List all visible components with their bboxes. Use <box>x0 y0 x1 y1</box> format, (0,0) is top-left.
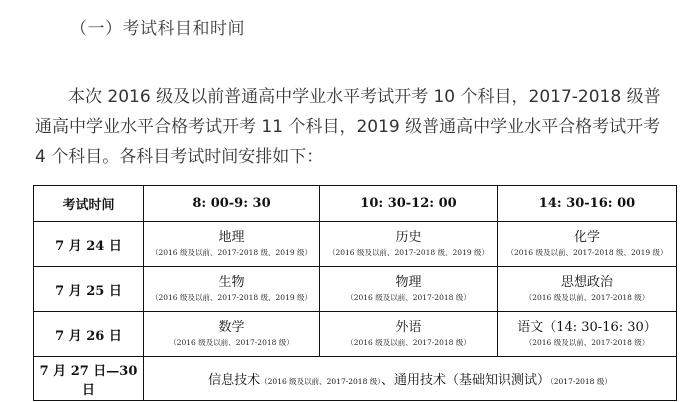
subject-name: 外语 <box>395 319 422 335</box>
header-slot-morning-2: 10: 30-12: 00 <box>320 186 498 222</box>
subject-name: 物理 <box>395 274 422 290</box>
paragraph-line-1: 本次 2016 级及以前普通高中学业水平考试开考 10 个科目，2017-2018 级普 <box>68 87 661 107</box>
schedule-cell <box>498 312 677 357</box>
subject-name: 语文（14: 30-16: 30） <box>517 319 657 335</box>
schedule-cell <box>498 267 677 312</box>
section-heading: （一）考试科目和时间 <box>70 19 245 39</box>
subject-name: 通用技术（基础知识测试） <box>393 373 550 388</box>
grade-note: （2016 级及以前、2017-2018 级） <box>346 337 471 347</box>
row-date: 7 月 27 日—30 日 <box>34 357 144 401</box>
grade-note: （2016 级及以前、2017-2018 级、2019 级） <box>150 247 313 257</box>
table-row <box>34 312 677 357</box>
subject-name: 历史 <box>395 229 422 245</box>
row-date: 7 月 25 日 <box>34 267 144 312</box>
separator: 、 <box>380 373 394 388</box>
grade-note: （2016 级及以前、2017-2018 级） <box>524 292 650 302</box>
schedule-cell <box>320 267 498 312</box>
subject-name: 化学 <box>573 229 600 245</box>
grade-note: （2016 级及以前、2017-2018 级） <box>524 337 650 347</box>
schedule-cell <box>320 222 498 267</box>
table-header-row <box>34 186 677 222</box>
grade-note: （2017-2018 级） <box>550 377 612 386</box>
subject-name: 信息技术 <box>208 373 261 388</box>
table-row <box>34 222 677 267</box>
subject-name: 数学 <box>218 319 245 335</box>
combined-subjects <box>208 373 612 388</box>
grade-note: （2016 级及以前、2017-2018 级） <box>169 337 294 347</box>
grade-note: （2016 级及以前、2017-2018 级、2019 级） <box>327 247 490 257</box>
intro-paragraph <box>35 82 695 172</box>
grade-note: （2016 级及以前、2017-2018 级） <box>346 292 471 302</box>
schedule-cell <box>320 312 498 357</box>
exam-schedule-table <box>33 185 677 401</box>
subject-name: 地理 <box>218 229 245 245</box>
subject-name: 生物 <box>218 274 245 290</box>
paragraph-line-2: 通高中学业水平合格考试开考 11 个科目，2019 级普通高中学业水平合格考试开考 <box>35 117 661 137</box>
row-date: 7 月 26 日 <box>34 312 144 357</box>
grade-note: （2016 级及以前、2017-2018 级、2019 级） <box>150 292 313 302</box>
grade-note: （2016 级及以前、2017-2018 级） <box>260 377 381 386</box>
subject-name: 思想政治 <box>560 274 613 290</box>
schedule-cell <box>144 222 320 267</box>
table-row-last <box>34 357 677 401</box>
grade-note: （2016 级及以前、2017-2018 级、2019 级） <box>506 247 668 257</box>
header-exam-time: 考试时间 <box>34 186 144 222</box>
schedule-cell <box>144 312 320 357</box>
table-row <box>34 267 677 312</box>
row-date: 7 月 24 日 <box>34 222 144 267</box>
combined-schedule-cell <box>144 357 677 401</box>
schedule-cell <box>498 222 677 267</box>
schedule-cell <box>144 267 320 312</box>
paragraph-line-3: 4 个科目。各科目考试时间安排如下： <box>35 147 324 167</box>
header-slot-afternoon: 14: 30-16: 00 <box>498 186 677 222</box>
header-slot-morning-1: 8: 00-9: 30 <box>144 186 320 222</box>
